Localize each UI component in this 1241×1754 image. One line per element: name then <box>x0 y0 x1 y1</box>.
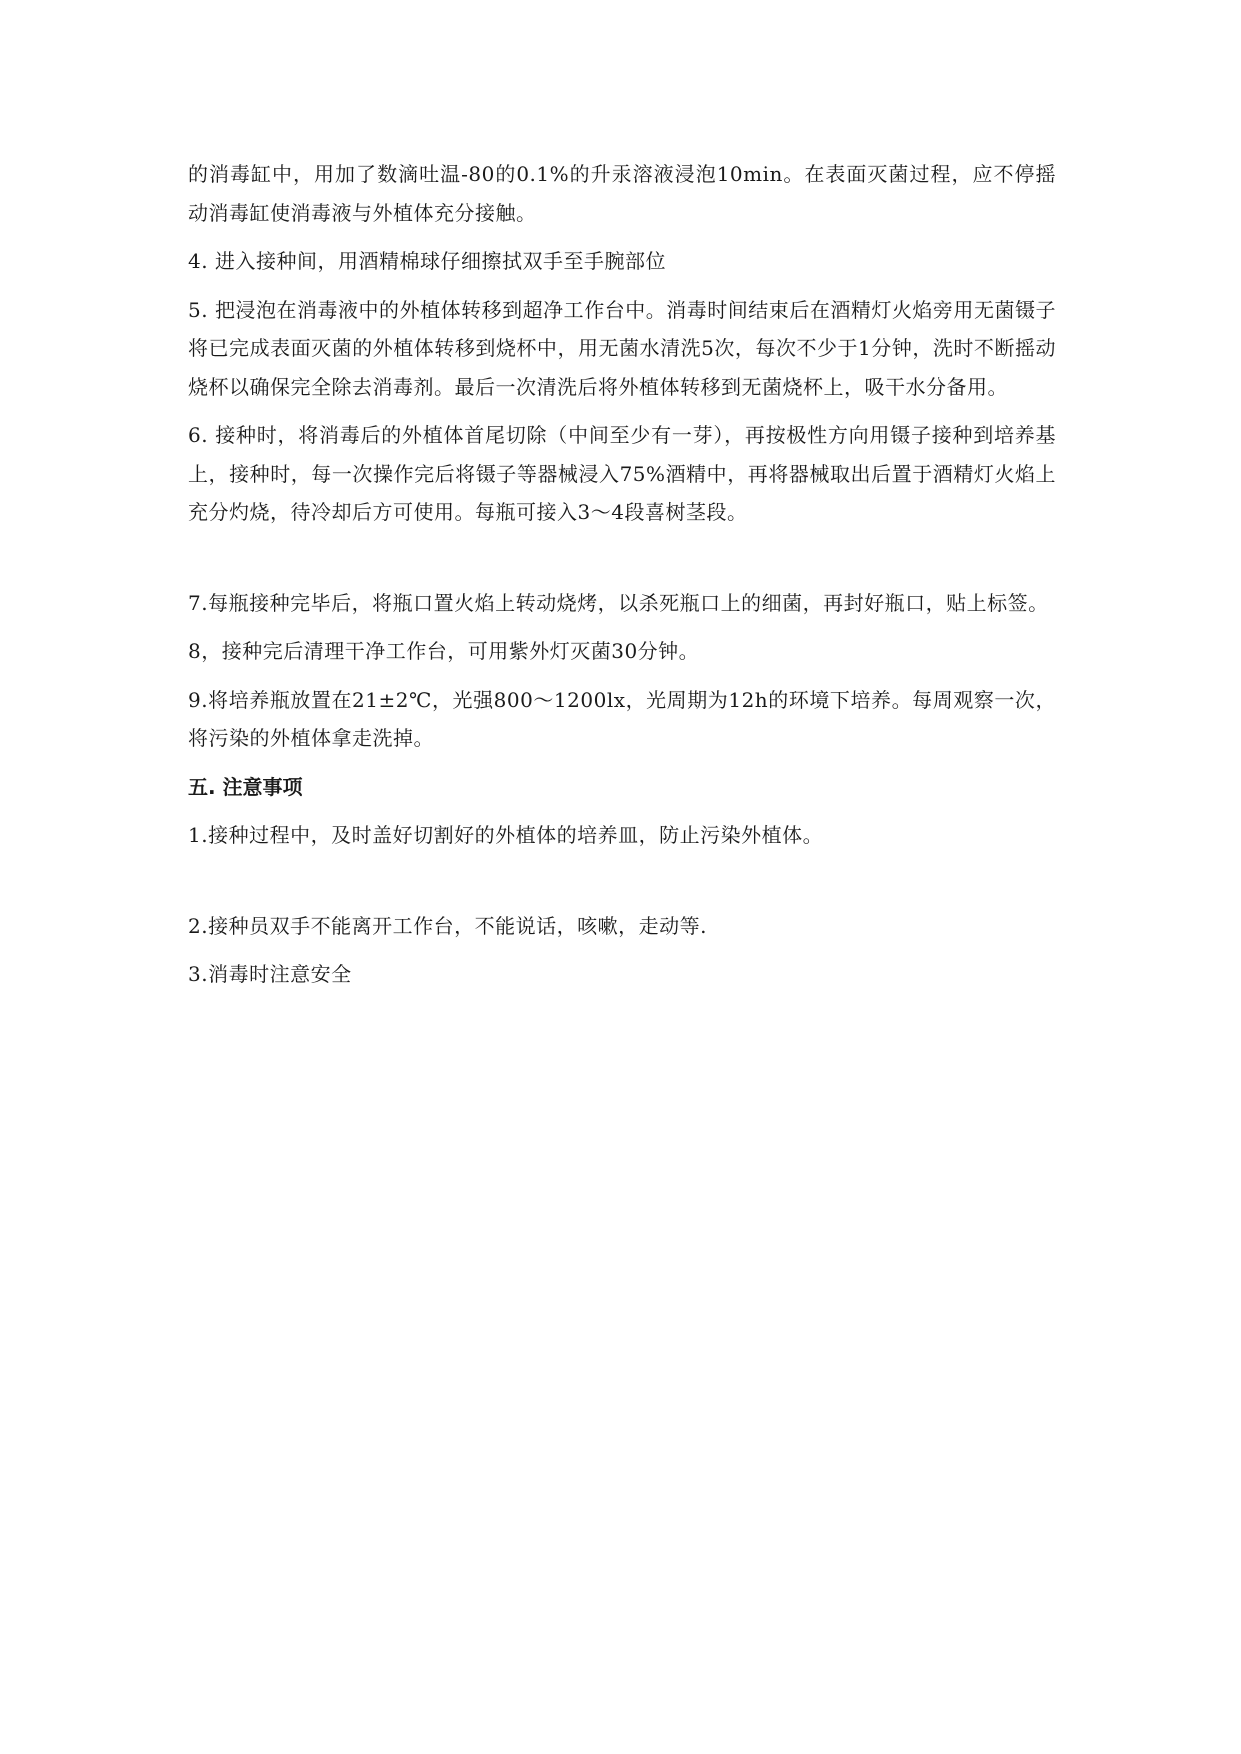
step-5: 5. 把浸泡在消毒液中的外植体转移到超净工作台中。消毒时间结束后在酒精灯火焰旁用无菌镊子将已完成表面灭菌的外植体转移到烧杯中，用无菌水清洗5次，每次不少于1分钟，洗时不断摇动烧杯以确保完全除去消毒剂。最后一次清洗后将外植体转移到无菌烧杯上，吸干水分备用。 <box>188 297 1056 399</box>
note-2: 2.接种员双手不能离开工作台，不能说话，咳嗽，走动等. <box>188 913 707 938</box>
section-heading-notes: 五. 注意事项 <box>188 774 303 799</box>
step-7: 7.每瓶接种完毕后，将瓶口置火焰上转动烧烤，以杀死瓶口上的细菌，再封好瓶口，贴上标签。 <box>188 590 1049 615</box>
step-9: 9.将培养瓶放置在21±2℃，光强800～1200lx，光周期为12h的环境下培养。每周观察一次，将污染的外植体拿走洗掉。 <box>188 687 1056 750</box>
document-body <box>188 155 1056 1004</box>
step-8: 8，接种完后清理干净工作台，可用紫外灯灭菌30分钟。 <box>188 639 700 663</box>
note-1: 1.接种过程中，及时盖好切割好的外植体的培养皿，防止污染外植体。 <box>188 823 824 847</box>
paragraph-disinfection-continued: 的消毒缸中，用加了数滴吐温-80的0.1%的升汞溶液浸泡10min。在表面灭菌过程，应不停摇动消毒缸使消毒液与外植体充分接触。 <box>188 162 1056 225</box>
step-6: 6. 接种时，将消毒后的外植体首尾切除（中间至少有一芽），再按极性方向用镊子接种到培养基上，接种时，每一次操作完后将镊子等器械浸入75%酒精中，再将器械取出后置于酒精灯火焰上充分灼烧，待冷却后方可使用。每瓶可接入3～4段喜树茎段。 <box>188 423 1056 524</box>
note-3: 3.消毒时注意安全 <box>188 962 352 986</box>
step-4: 4. 进入接种间，用酒精棉球仔细擦拭双手至手腕部位 <box>188 249 666 273</box>
